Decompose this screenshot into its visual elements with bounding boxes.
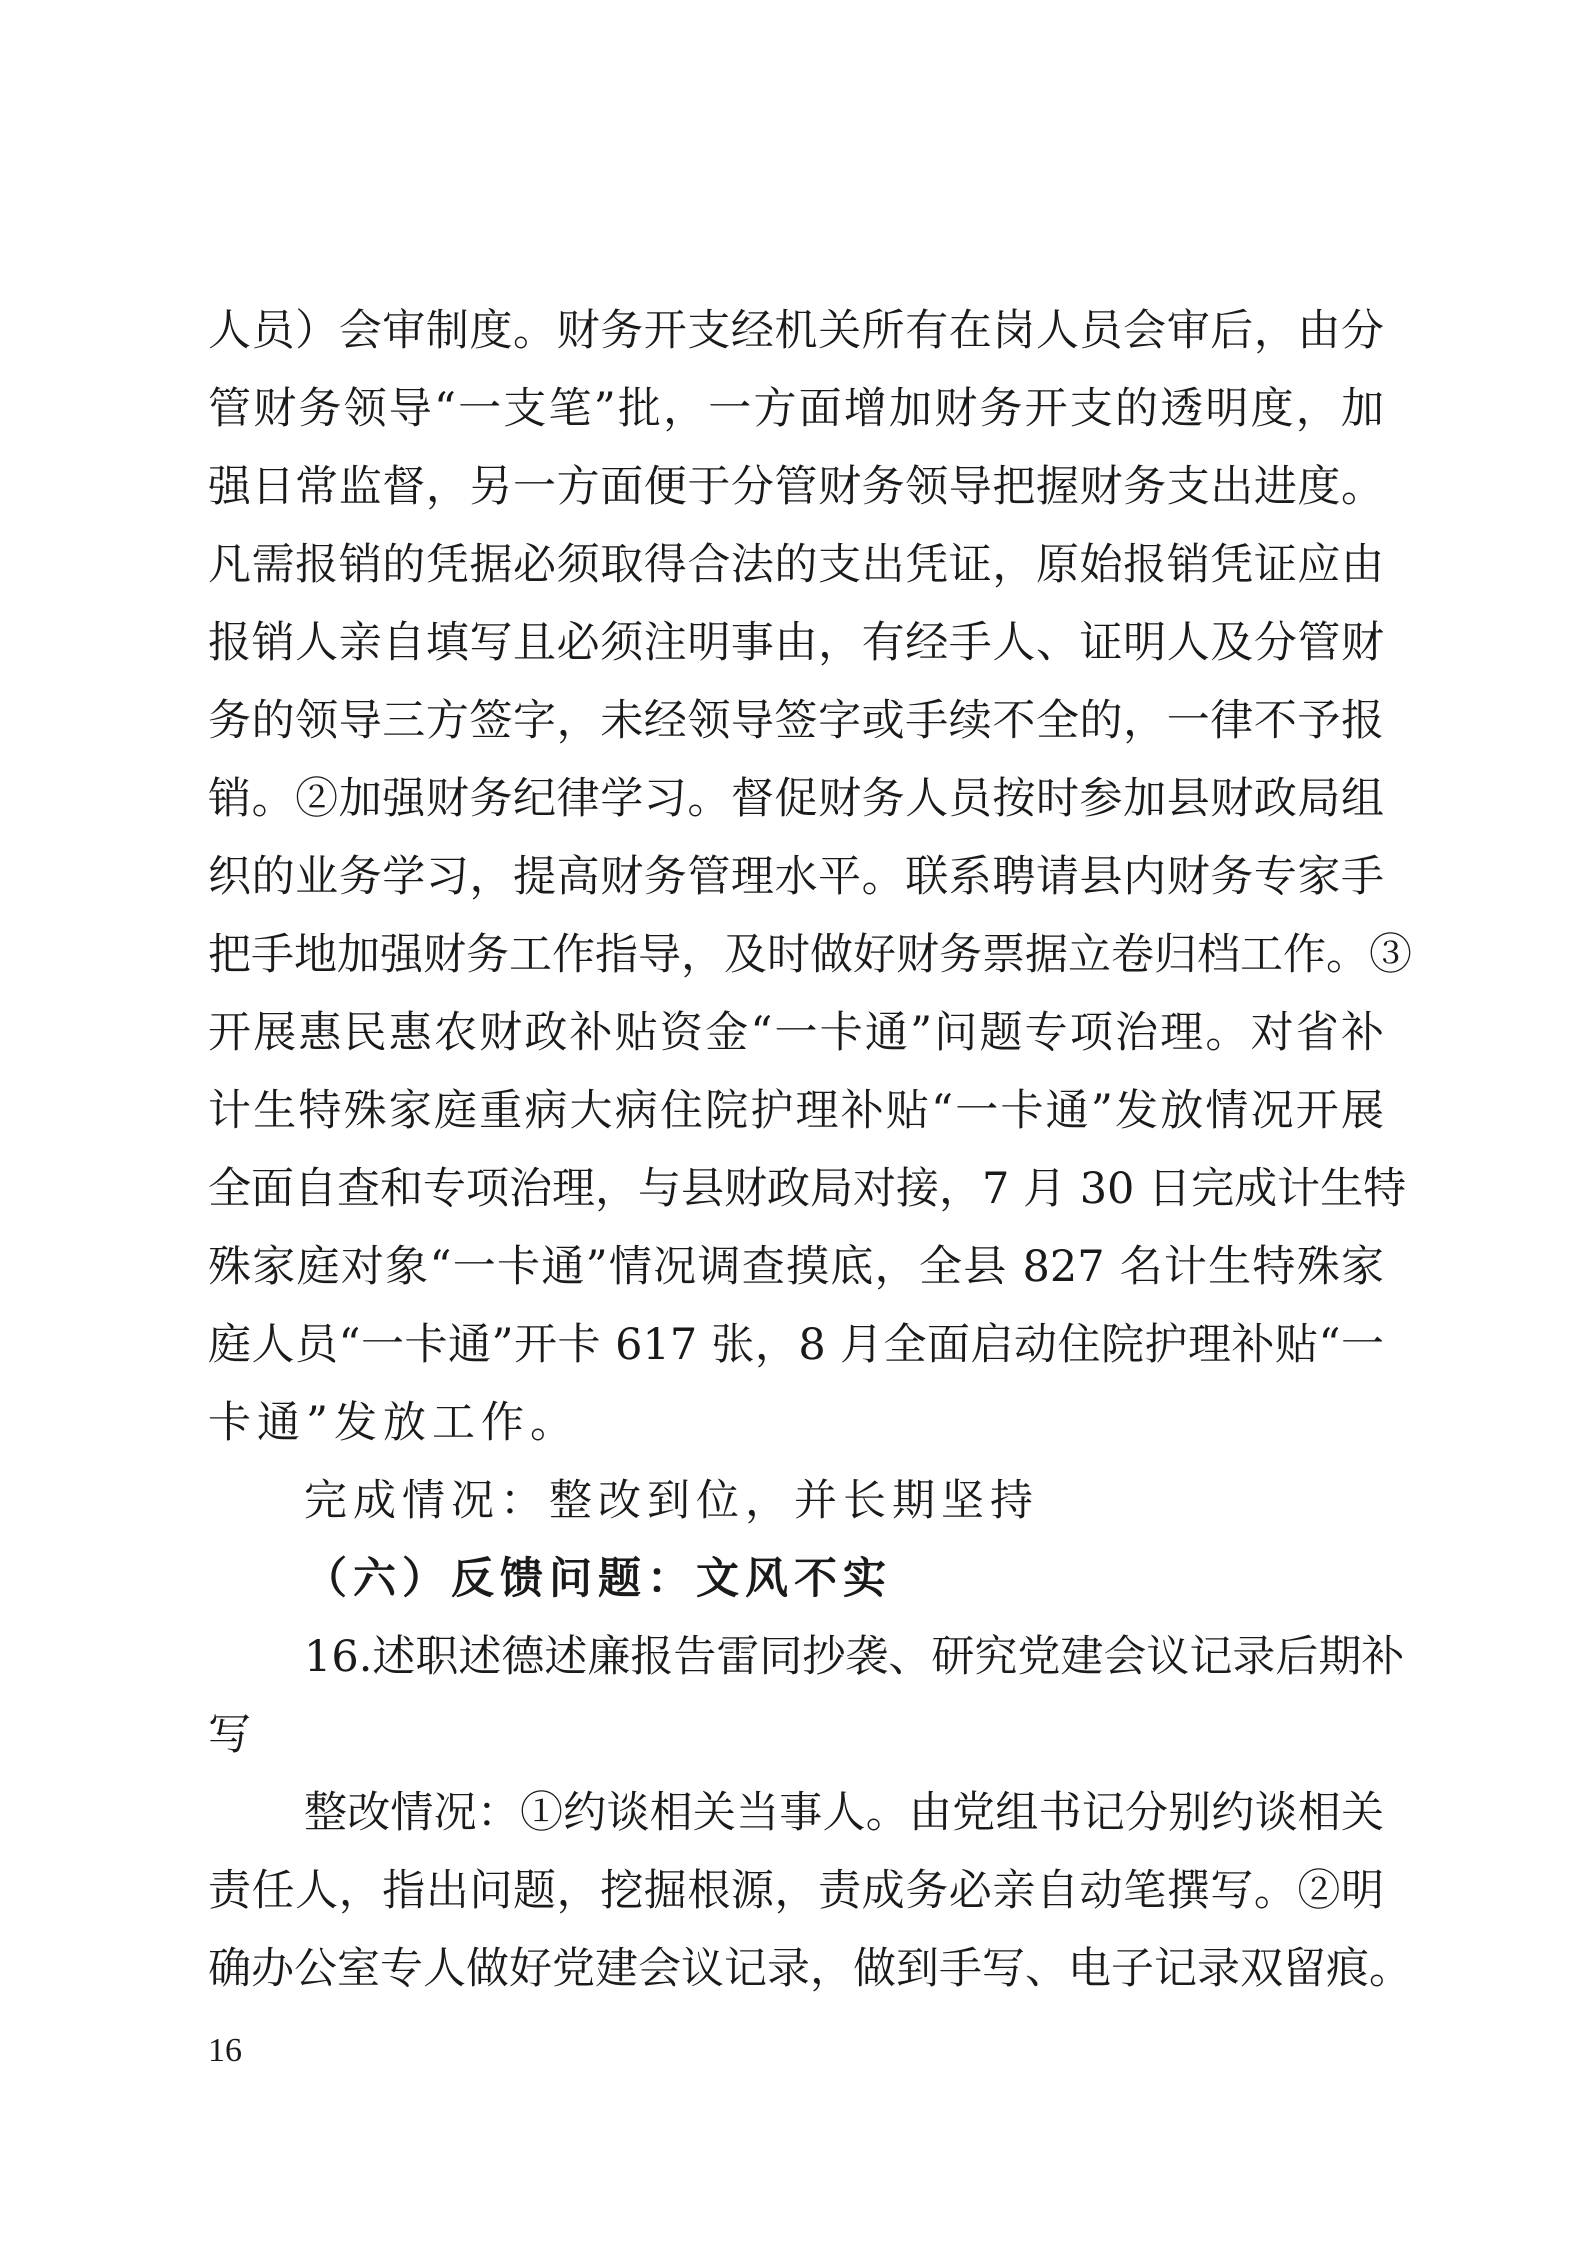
text-line: 人员）会审制度。财务开支经机关所有在岗人员会审后，由分 <box>208 306 1384 356</box>
item-16 <box>208 1618 1405 1774</box>
page-number: 16 <box>208 2032 242 2069</box>
text-line: 整改情况：①约谈相关当事人。由党组书记分别约谈相关 <box>304 1788 1384 1838</box>
text-line: 殊家庭对象“一卡通”情况调查摸底，全县 827 名计生特殊家 <box>208 1242 1384 1292</box>
text-line: 销。②加强财务纪律学习。督促财务人员按时参加县财政局组 <box>208 774 1384 824</box>
text-line: 开展惠民惠农财政补贴资金“一卡通”问题专项治理。对省补 <box>208 1008 1384 1058</box>
text-line: 织的业务学习，提高财务管理水平。联系聘请县内财务专家手 <box>208 852 1384 902</box>
text-line: 凡需报销的凭据必须取得合法的支出凭证，原始报销凭证应由 <box>208 540 1384 590</box>
section-heading: （六）反馈问题：文风不实 <box>304 1554 892 1604</box>
text-line: 责任人，指出问题，挖掘根源，责成务必亲自动笔撰写。②明 <box>208 1866 1384 1916</box>
text-line: 16.述职述德述廉报告雷同抄袭、研究党建会议记录后期补 <box>304 1632 1405 1682</box>
document-body <box>208 292 1412 2008</box>
text-line: 全面自查和专项治理，与县财政局对接，7 月 30 日完成计生特 <box>208 1164 1407 1214</box>
text-line: 卡通”发放工作。 <box>208 1398 579 1448</box>
text-line: 报销人亲自填写且必须注明事由，有经手人、证明人及分管财 <box>208 618 1384 668</box>
paragraph-financial-review <box>208 292 1412 1462</box>
text-line: 强日常监督，另一方面便于分管财务领导把握财务支出进度。 <box>208 462 1384 512</box>
text-line: 确办公室专人做好党建会议记录，做到手写、电子记录双留痕。 <box>208 1944 1412 1994</box>
paragraph-rectification <box>208 1774 1412 2008</box>
text-line: 计生特殊家庭重病大病住院护理补贴“一卡通”发放情况开展 <box>208 1086 1384 1136</box>
text-line: 把手地加强财务工作指导，及时做好财务票据立卷归档工作。③ <box>208 930 1412 980</box>
text-line: 务的领导三方签字，未经领导签字或手续不全的，一律不予报 <box>208 696 1384 746</box>
text-line: 管财务领导“一支笔”批，一方面增加财务开支的透明度，加 <box>208 384 1384 434</box>
text-line: 庭人员“一卡通”开卡 617 张，8 月全面启动住院护理补贴“一 <box>208 1320 1384 1370</box>
completion-status: 完成情况：整改到位，并长期坚持 <box>304 1476 1039 1526</box>
text-line: 写 <box>208 1710 257 1760</box>
